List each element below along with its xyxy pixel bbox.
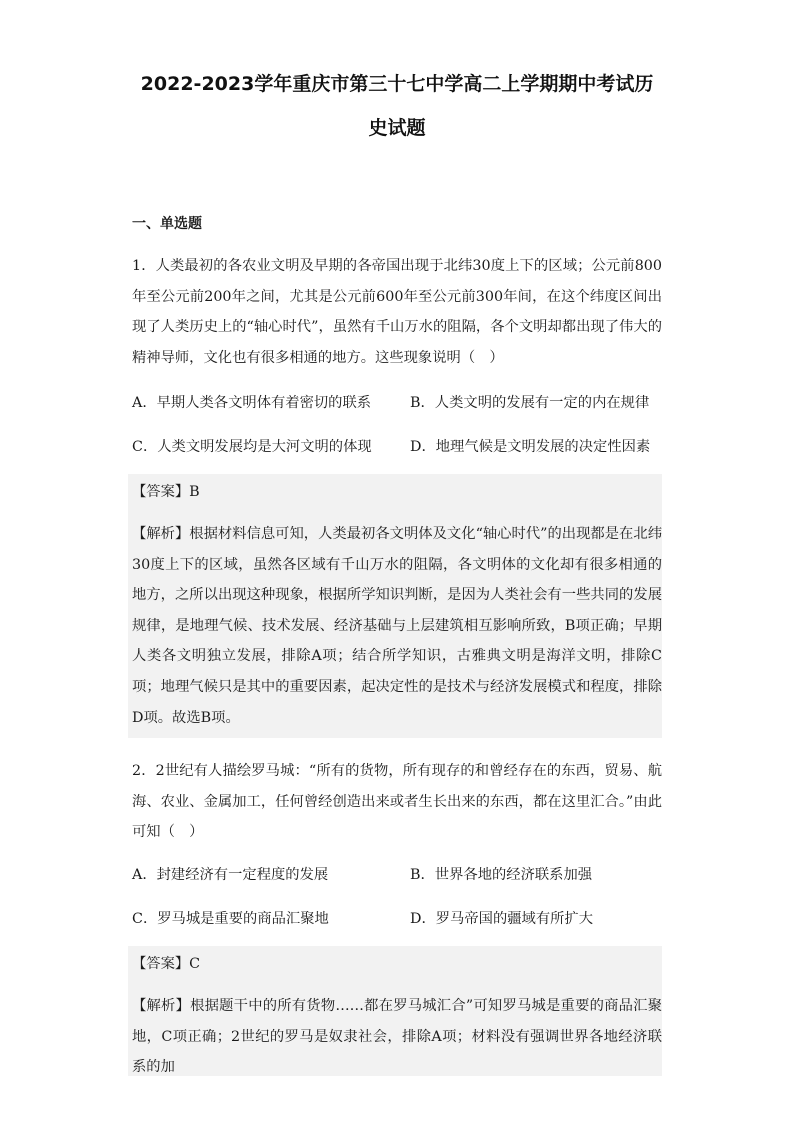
question-1-option-a: A．早期人类各文明体有着密切的联系 [132, 395, 372, 411]
question-2-answer-box [128, 946, 662, 1076]
question-1-option-c: C．人类文明发展均是大河文明的体现 [132, 439, 372, 455]
question-2-option-a: A．封建经济有一定程度的发展 [132, 867, 329, 883]
question-2-answer: 【答案】C [132, 956, 201, 972]
document-title-line-1: 2022-2023学年重庆市第三十七中学高二上学期期中考试历 [140, 73, 654, 95]
section-heading: 一、单选题 [132, 216, 202, 232]
question-2-option-c: C．罗马城是重要的商品汇聚地 [132, 911, 329, 927]
question-1-stem: 1．人类最初的各农业文明及早期的各帝国出现于北纬30度上下的区域；公元前800年至公元前200年之间，尤其是公元前600年至公元前300年间，在这个纬度区间出现了人类历史上的“轴心时代”，虽然有千山万水的阻隔，各个文明却都出现了伟大的精神导师，文化也有很多相通的地方。这些现象说明（ ） [132, 258, 662, 366]
document-title-line-2: 史试题 [368, 117, 426, 139]
question-1-option-b: B．人类文明的发展有一定的内在规律 [410, 395, 650, 411]
question-2-stem: 2．2世纪有人描绘罗马城：“所有的货物，所有现存的和曾经存在的东西，贸易、航海、农业、金属加工，任何曾经创造出来或者生长出来的东西，都在这里汇合。”由此可知（ ） [132, 763, 662, 841]
question-2-option-b: B．世界各地的经济联系加强 [410, 867, 593, 883]
question-1-explanation: 【解析】根据材料信息可知，人类最初各文明体及文化“轴心时代”的出现都是在北纬30度上下的区域，虽然各区域有千山万水的阻隔，各文明体的文化却有很多相通的地方，之所以出现这种现象，根据所学知识判断，是因为人类社会有一些共同的发展规律，是地理气候、技术发展、经济基础与上层建筑相互影响所致，B项正确；早期人类各文明独立发展，排除A项；结合所学知识，古雅典文明是海洋文明，排除C项；地理气候只是其中的重要因素，起决定性的是技术与经济发展模式和程度，排除D项。故选B项。 [132, 526, 662, 726]
question-1-option-d: D．地理气候是文明发展的决定性因素 [410, 439, 651, 455]
question-2-option-d: D．罗马帝国的疆域有所扩大 [410, 911, 594, 927]
question-1-answer-box [128, 474, 662, 738]
question-2-explanation: 【解析】根据题干中的所有货物……都在罗马城汇合”可知罗马城是重要的商品汇聚地，C项正确；2世纪的罗马是奴隶社会，排除A项；材料没有强调世界各地经济联系的加 [132, 998, 662, 1076]
question-1-answer: 【答案】B [132, 484, 200, 500]
